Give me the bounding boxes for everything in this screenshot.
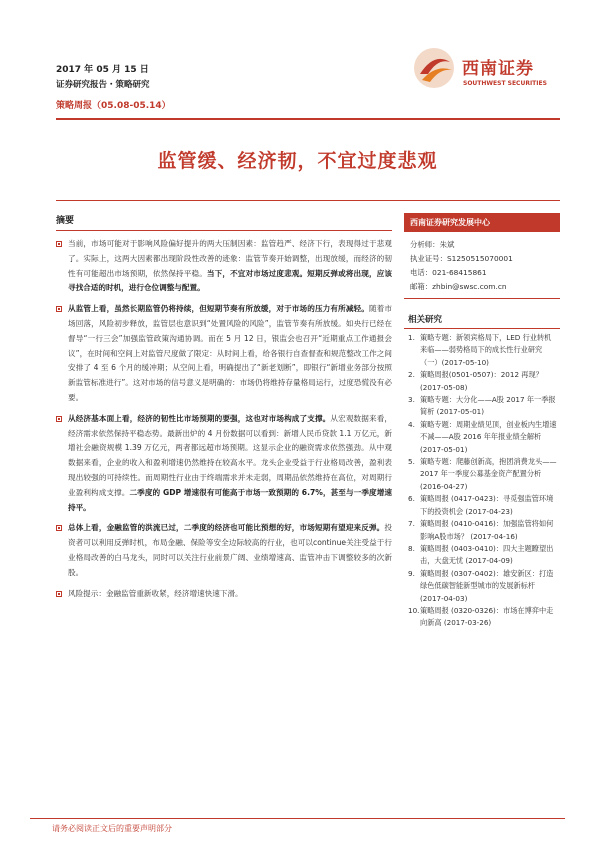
paragraph-bold-text: 总体上看，金融监管的洪流已过，二季度的经济也可能比预想的好，市场短期有望迎来反弹。 — [68, 523, 385, 533]
analyst-phone: 电话：021-68415861 — [410, 268, 487, 277]
list-item[interactable] — [408, 369, 558, 394]
abstract-paragraph-4 — [56, 521, 392, 580]
bullet-icon — [56, 525, 62, 531]
list-item-text: 策略周报 (0320-0326)：市场在博弈中走向新高 (2017-03-26) — [420, 605, 554, 628]
list-item[interactable] — [408, 518, 558, 543]
paragraph-text: 风险提示：金融监管重新收紧，经济增速快速下滑。 — [68, 588, 243, 598]
list-item-text: 策略周报 (0417-0423)：寻觅强监管环境下的投资机会 (2017-04-23) — [420, 494, 554, 516]
logo-en-text: SOUTHWEST SECURITIES — [463, 80, 547, 87]
abstract-paragraph-1 — [56, 237, 392, 296]
list-item-text: 策略周报 (0410-0416)：加强监管将如何影响A股市场？ (2017-04-16) — [420, 519, 554, 541]
analyst-cert: 执业证号：S1250515070001 — [410, 254, 513, 263]
list-item-text: 策略周报 (0403-0410)：四大主题瞭望出击，大盘无忧 (2017-04-09) — [420, 543, 554, 566]
paragraph-bold-text-2: 二季度的 GDP 增速很有可能高于市场一致预期的 6.7%，甚至与一季度增速持平。 — [68, 487, 393, 512]
list-item-text: 策略专题：新领宾格局下，LED 行业转机来临——弱势格局下的成长性行业研究（一）(2017-05-10) — [420, 333, 552, 367]
logo-cn-text: 西南证券 — [462, 59, 534, 79]
report-date: 2017 年 05 月 15 日 — [56, 65, 149, 75]
paragraph-text: 从宏观数据来看，经济需求依然保持平稳态势。最新出炉的 4 月份数据可以看到：新增人民币贷款 1.1 万亿元，新增社会融资规模 1.39 万亿元，两者都远超市场预期。这显示企业的融资需求依然强劲。从中观数据来看，企业的收入和盈利增速仍然维持在较高水平。龙头企业受益于行业格局改善，盈利表现出较强的可持续性。而周期性行业由于终端需求并未走弱，周期品依然维持在高位，对周期行业盈利构成支撑。 — [68, 413, 393, 497]
paragraph-text: 投资者可以利用反弹时机，布局金融、保险等安全边际较高的行业，也可以continue关注受益于行业格局改善的白马龙头，同时可以关注行业前景广阔、业绩增速高、监管冲击下调整较多的次新股。 — [68, 523, 392, 577]
abstract-paragraph-5 — [56, 587, 392, 602]
research-center-title: 西南证券研究发展中心 — [404, 213, 560, 232]
bullet-icon — [56, 591, 62, 597]
paragraph-bold-text: 从经济基本面上看，经济的韧性比市场预期的要强，这也对市场构成了支撑。 — [68, 413, 331, 423]
report-title: 监管缓、经济韧，不宜过度悲观 — [157, 150, 438, 172]
list-item[interactable] — [408, 568, 558, 605]
list-item[interactable] — [408, 394, 558, 419]
related-research-list — [404, 329, 560, 630]
list-item-number: 8. — [408, 543, 415, 553]
list-item-number: 2. — [408, 370, 415, 380]
list-item[interactable] — [408, 419, 558, 456]
abstract-heading: 摘要 — [56, 213, 392, 231]
list-item[interactable] — [408, 543, 558, 568]
report-subtitle: 策略周报（05.08-05.14） — [56, 101, 171, 111]
bullet-icon — [56, 241, 62, 247]
title-divider — [56, 200, 560, 201]
abstract-paragraph-2 — [56, 302, 392, 406]
sidebar-divider — [404, 298, 560, 299]
list-item[interactable] — [408, 605, 558, 630]
abstract-paragraph-3 — [56, 412, 392, 516]
list-item-text: 策略专题：大分化——A股 2017 年一季报简析 (2017-05-01) — [420, 395, 556, 417]
paragraph-text: 随着市场回落，风险初步释放，监管层也意识到“处置风险的风险”，监管节奏有所放缓。如央行已经在督导“一行三会”加强监管政策沟通协调。而在 5 月 12 日，银监会也召开“近期重点工作通报会议”，在时间和空间上对监管尺度做了限定：从时间上看，给各银行自查督查和规范整改工作之间安排了 4 至 6 个月的缓冲期；从空间上看，明确提出了“新老划断”，即银行“新增业务部分按照新监管标准进行”。这对市场的信号意义是明确的：市场仍将维持存量格局运行，过度恐慌没有必要。 — [68, 304, 392, 402]
sidebar — [404, 213, 560, 630]
analyst-info — [404, 232, 560, 298]
footer-divider — [30, 818, 565, 819]
list-item[interactable] — [408, 456, 558, 493]
list-item-number: 6. — [408, 494, 415, 504]
report-type: 证券研究报告・策略研究 — [56, 80, 150, 90]
list-item-number: 10. — [408, 605, 420, 615]
header-divider — [56, 118, 560, 120]
footer-disclaimer: 请务必阅读正文后的重要声明部分 — [52, 824, 172, 833]
list-item-text: 策略专题：爬藤创新高，抱团消费龙头——2017 年一季度公募基金资产配置分析 (2016-04-27) — [420, 457, 557, 491]
list-item-number: 3. — [408, 395, 415, 405]
list-item-number: 5. — [408, 457, 415, 467]
paragraph-bold-text: 当下，不宜对市场过度悲观。短期反弹或将出现，应该寻找合适的时机，进行仓位调整与配置。 — [68, 268, 393, 293]
list-item-number: 4. — [408, 419, 415, 429]
list-item-text: 策略专题：周期业绩见顶，创业板内生增速不减——A股 2016 年年报业绩全解析 (2017-05-01) — [420, 419, 557, 454]
list-item-number: 1. — [408, 333, 415, 342]
bullet-icon — [56, 416, 62, 422]
related-research-heading: 相关研究 — [404, 307, 560, 329]
analyst-email[interactable]: 邮箱：zhbin@swsc.com.cn — [410, 282, 507, 291]
list-item-number: 7. — [408, 519, 415, 529]
bullet-icon — [56, 306, 62, 312]
analyst-name: 分析师：朱斌 — [410, 240, 455, 249]
logo-emblem-icon — [410, 44, 458, 92]
list-item-text: 策略周报(0501-0507)：2012 再现？(2017-05-08) — [420, 370, 543, 392]
list-item-text: 策略周报 (0307-0402)：雄安新区：打造绿色低碳智能新型城市的发展新标杆 (2017-04-03) — [420, 568, 554, 603]
paragraph-bold-text: 从监管上看，虽然长期监管仍将持续，但短期节奏有所放缓，对于市场的压力有所减轻。 — [68, 304, 369, 314]
list-item[interactable] — [408, 493, 558, 518]
list-item-number: 9. — [408, 568, 415, 578]
paragraph-text: 当前，市场可能对于影响风险偏好提升的两大压制因素：监管趋严、经济下行，表现得过于悲观了。实际上，这两大因素都出现阶段性改善的迹象：监管节奏开始调整，出现放缓，而经济的韧性有可能超出市场预期，依然保持平稳。 — [68, 239, 392, 278]
abstract-section — [56, 213, 392, 607]
list-item[interactable] — [408, 332, 558, 369]
